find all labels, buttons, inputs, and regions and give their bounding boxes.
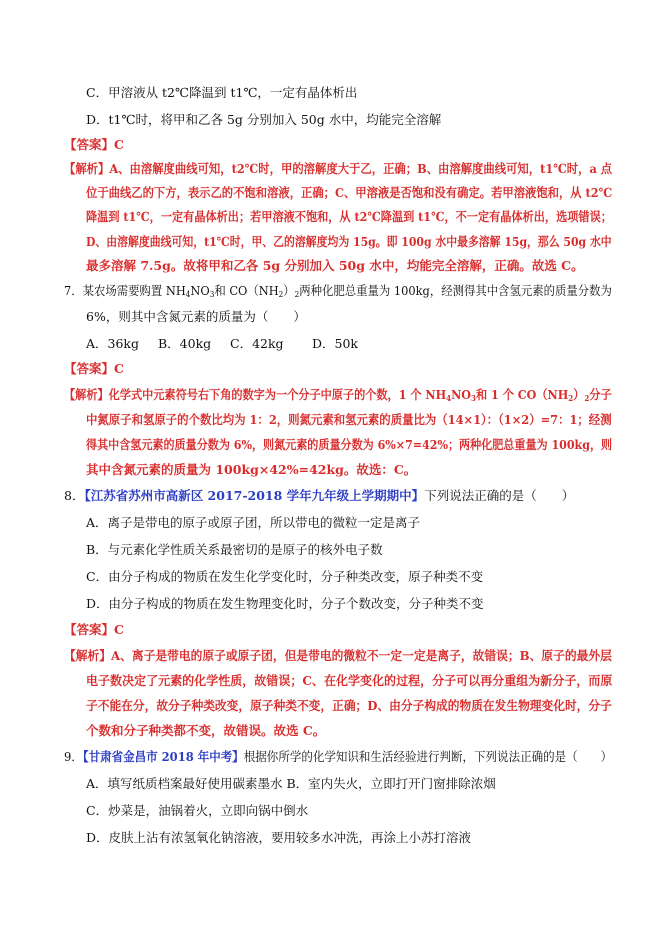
analysis-text: NO bbox=[451, 387, 472, 402]
q6-analysis-line-5: 最多溶解 7.5g。故将甲和乙各 5g 分别加入 50g 水中，均能完全溶解，正确。故选 C。 bbox=[86, 258, 584, 273]
q6-answer bbox=[64, 136, 124, 154]
subscript: 3 bbox=[209, 290, 215, 299]
q8-option-d: D．由分子构成的物质在发生物理变化时，分子个数改变，分子种类不变 bbox=[86, 596, 484, 611]
q7-analysis-line-1 bbox=[64, 386, 612, 404]
q7-stem-part: ） bbox=[283, 283, 295, 298]
question-source: 【甘肃省金昌市 2018 年中考】 bbox=[82, 749, 244, 764]
analysis-text: A、由溶解度曲线可知，t2℃时，甲的溶解度大于乙，正确；B、由溶解度曲线可知，t1℃时，a 点 bbox=[109, 161, 613, 176]
q8-option-b: B．与元素化学性质关系最密切的是原子的核外电子数 bbox=[86, 542, 383, 557]
q6-analysis-line-3: 降温到 t1℃，一定有晶体析出；若甲溶液不饱和，从 t2℃降温到 t1℃，不一定有晶体析出，选项错误； bbox=[86, 209, 612, 224]
question-number: 9． bbox=[64, 749, 83, 764]
subscript: 2 bbox=[278, 290, 284, 299]
q7-option-c: C．42kg bbox=[230, 336, 284, 351]
q6-option-d: D．t1℃时，将甲和乙各 5g 分别加入 50g 水中，均能完全溶解 bbox=[86, 112, 442, 127]
question-stem: 根据你所学的化学知识和生活经验进行判断，下列说法正确的是（ ） bbox=[243, 749, 613, 764]
subscript: 2 bbox=[568, 393, 574, 403]
q7-analysis-line-4: 其中含氮元素的质量为 100kg×42%=42kg。故选：C。 bbox=[86, 462, 417, 477]
q9-stem bbox=[64, 748, 612, 766]
analysis-label: 【解析】 bbox=[64, 387, 109, 402]
q6-analysis-line-2: 位于曲线乙的下方，表示乙的不饱和溶液，正确；C、甲溶液是否饱和没有确定。若甲溶液饱和，从 t2℃ bbox=[86, 185, 613, 200]
q7-stem-line-2: 6%，则其中含氮元素的质量为（ ） bbox=[86, 309, 306, 324]
question-number: 8． bbox=[64, 488, 85, 503]
subscript: 2 bbox=[294, 290, 300, 299]
q9-option-c: C．炒菜是，油锅着火，立即向锅中倒水 bbox=[86, 803, 309, 818]
q8-analysis-line-2: 电子数决定了元素的化学性质，故错误；C、在化学变化的过程，分子可以再分重组为新分子，而原 bbox=[86, 673, 613, 688]
answer-label: 【答案】 bbox=[64, 622, 115, 637]
q7-option-a: A．36kg bbox=[86, 336, 140, 351]
q7-option-b: B．40kg bbox=[158, 336, 212, 351]
analysis-label: 【解析】 bbox=[64, 648, 112, 663]
answer-label: 【答案】 bbox=[64, 137, 115, 152]
subscript: 2 bbox=[584, 393, 590, 403]
question-source: 【江苏省苏州市高新区 2017-2018 学年九年级上学期期中】 bbox=[84, 488, 425, 503]
q7-stem-part: 7．某农场需要购置 NH bbox=[64, 283, 186, 298]
q7-answer bbox=[64, 360, 124, 378]
answer-label: 【答案】 bbox=[64, 361, 115, 376]
q8-option-c: C．由分子构成的物质在发生化学变化时，分子种类改变，原子种类不变 bbox=[86, 569, 484, 584]
analysis-text: 和 1 个 CO（NH bbox=[476, 387, 569, 402]
q8-option-a: A．离子是带电的原子或原子团，所以带电的微粒一定是离子 bbox=[86, 515, 421, 530]
analysis-text: A、离子是带电的原子或原子团，但是带电的微粒不一定一定是离子，故错误；B、原子的最外层 bbox=[111, 648, 612, 663]
answer-value: C bbox=[114, 361, 124, 376]
q8-analysis-line-4: 个数和分子种类都不变，故错误。故选 C。 bbox=[86, 723, 326, 738]
q7-stem-part: 两种化肥总重量为 100kg，经测得其中含氢元素的质量分数为 bbox=[299, 283, 612, 298]
subscript: 4 bbox=[446, 393, 452, 403]
q7-analysis-line-3: 得其中含氢元素的质量分数为 6%，则氮元素的质量分数为 6%×7=42%；两种化肥总重量为 100kg，则 bbox=[86, 437, 613, 452]
q9-options-ab: A．填写纸质档案最好使用碳素墨水 B．室内失火，立即打开门窗排除浓烟 bbox=[86, 776, 496, 791]
answer-value: C bbox=[114, 622, 124, 637]
q7-stem-line-1 bbox=[64, 282, 612, 300]
q6-option-c: C．甲溶液从 t2℃降温到 t1℃，一定有晶体析出 bbox=[86, 85, 358, 100]
q8-analysis-line-3: 子不能在分，故分子种类改变，原子种类不变，正确；D、由分子构成的物质在发生物理变化时，分子 bbox=[86, 698, 612, 713]
question-stem: 下列说法正确的是（ ） bbox=[424, 488, 575, 503]
q8-stem bbox=[64, 487, 574, 505]
q7-options bbox=[86, 335, 358, 353]
q8-answer bbox=[64, 621, 124, 639]
q7-stem-part: 和 CO（NH bbox=[214, 283, 279, 298]
q9-option-d: D．皮肤上沾有浓氢氧化钠溶液，要用较多水冲洗，再涂上小苏打溶液 bbox=[86, 830, 472, 845]
answer-value: C bbox=[114, 137, 124, 152]
analysis-text: 化学式中元素符号右下角的数字为一个分子中原子的个数，1 个 NH bbox=[108, 387, 447, 402]
analysis-text: ） bbox=[573, 387, 585, 402]
subscript: 3 bbox=[471, 393, 477, 403]
subscript: 4 bbox=[185, 290, 191, 299]
analysis-text: 分子 bbox=[589, 387, 612, 402]
q7-option-d: D．50k bbox=[312, 336, 359, 351]
analysis-label: 【解析】 bbox=[64, 161, 110, 176]
q6-analysis-line-4: D、由溶解度曲线可知，t1℃时，甲、乙的溶解度均为 15g。即 100g 水中最多溶解 15g，那么 50g 水中 bbox=[86, 234, 612, 249]
q7-stem-part: NO bbox=[190, 283, 210, 298]
q7-analysis-line-2: 中氮原子和氢原子的个数比均为 1：2，则氮元素和氢元素的质量比为（14×1）：（1×2）=7：1；经测 bbox=[86, 412, 612, 427]
q6-analysis-line-1 bbox=[64, 160, 612, 178]
q8-analysis-line-1 bbox=[64, 647, 612, 665]
